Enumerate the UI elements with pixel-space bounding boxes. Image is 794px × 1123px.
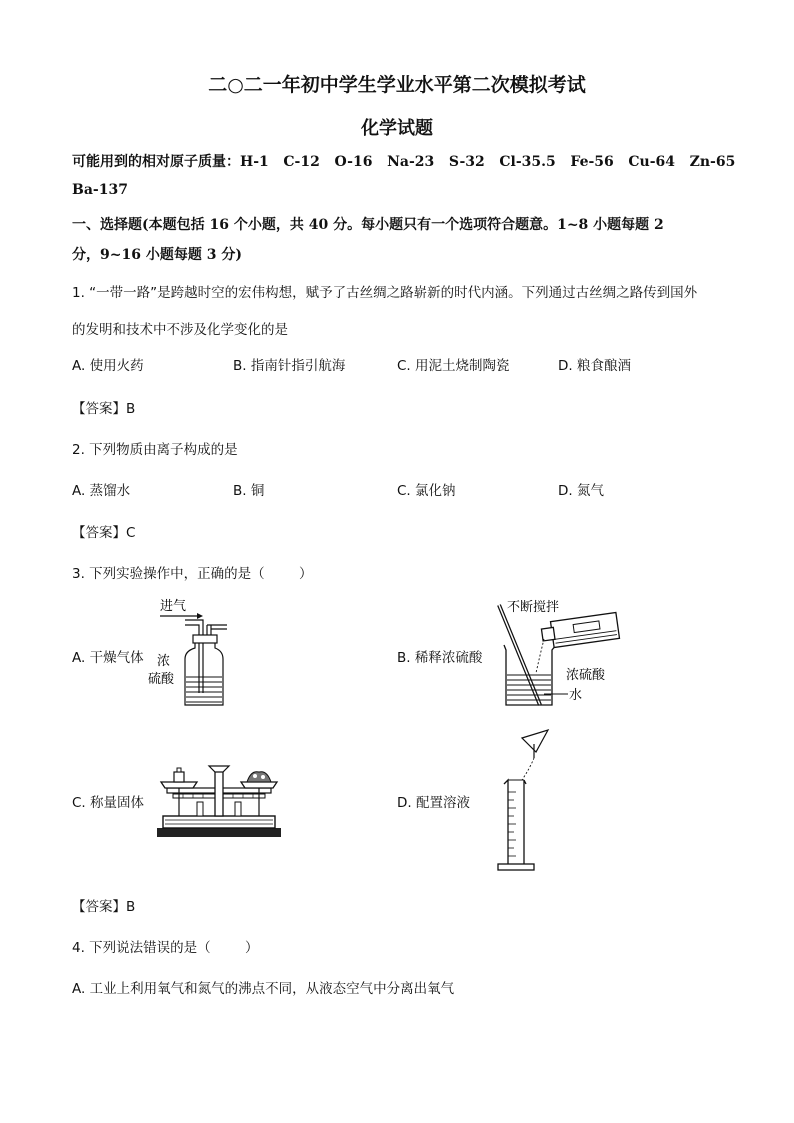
q3-option-b: B. 稀释浓硫酸 xyxy=(397,650,483,666)
q3-stem: 3. 下列实验操作中，正确的是（ ） xyxy=(72,566,313,582)
q2-option-c: C. 氯化钠 xyxy=(397,483,456,499)
acid-label-2: 硫酸 xyxy=(148,672,175,687)
q2-answer: 【答案】C xyxy=(72,525,136,541)
q2-option-a: A. 蒸馏水 xyxy=(72,483,131,499)
q2-stem: 2. 下列物质由离子构成的是 xyxy=(72,442,238,458)
q2-option-d: D. 氮气 xyxy=(558,483,604,499)
acid-label-1: 浓 xyxy=(157,654,171,669)
q4-stem: 4. 下列说法错误的是（ ） xyxy=(72,940,259,956)
gas-drying-bottle-figure xyxy=(145,593,235,711)
q1-stem-2: 的发明和技术中不涉及化学变化的是 xyxy=(72,322,288,338)
q1-option-c: C. 用泥土烧制陶瓷 xyxy=(397,358,510,374)
q3-option-c: C. 称量固体 xyxy=(72,795,145,811)
conc-acid-label: 浓硫酸 xyxy=(566,668,606,683)
page-subtitle: 化学试题 xyxy=(361,118,433,139)
atomic-mass-line-2: Ba-137 xyxy=(72,182,128,198)
q3-answer: 【答案】B xyxy=(72,899,136,915)
inlet-label: 进气 xyxy=(160,599,187,614)
q3-option-d: D. 配置溶液 xyxy=(397,795,470,811)
section-heading: 一、选择题(本题包括 16 个小题，共 40 分。每小题只有一个选项符合题意。1~8 小题每题 2 xyxy=(72,217,664,233)
q1-stem: 1. “一带一路”是跨越时空的宏伟构想，赋予了古丝绸之路崭新的时代内涵。下列通过古丝绸之路传到国外 xyxy=(72,285,698,301)
q1-option-b: B. 指南针指引航海 xyxy=(233,358,346,374)
stir-label: 不断搅拌 xyxy=(507,600,560,615)
balance-figure xyxy=(153,760,285,840)
q3-option-a: A. 干燥气体 xyxy=(72,650,144,666)
page-title: 二○二一年初中学生学业水平第二次模拟考试 xyxy=(208,74,586,96)
q2-option-b: B. 铜 xyxy=(233,483,265,499)
dilution-figure xyxy=(490,595,630,713)
q1-option-a: A. 使用火药 xyxy=(72,358,144,374)
q1-option-d: D. 粮食酿酒 xyxy=(558,358,631,374)
q4-option-a: A. 工业上利用氧气和氮气的沸点不同，从液态空气中分离出氧气 xyxy=(72,981,455,997)
water-label: 水 xyxy=(569,688,583,703)
atomic-mass-line: 可能用到的相对原子质量：H-1 C-12 O-16 Na-23 S-32 Cl-35.5 Fe-56 Cu-64 Zn-65 xyxy=(72,154,736,170)
section-heading-2: 分，9~16 小题每题 3 分) xyxy=(72,247,242,263)
graduated-cylinder-figure xyxy=(488,728,560,876)
q1-answer: 【答案】B xyxy=(72,401,136,417)
